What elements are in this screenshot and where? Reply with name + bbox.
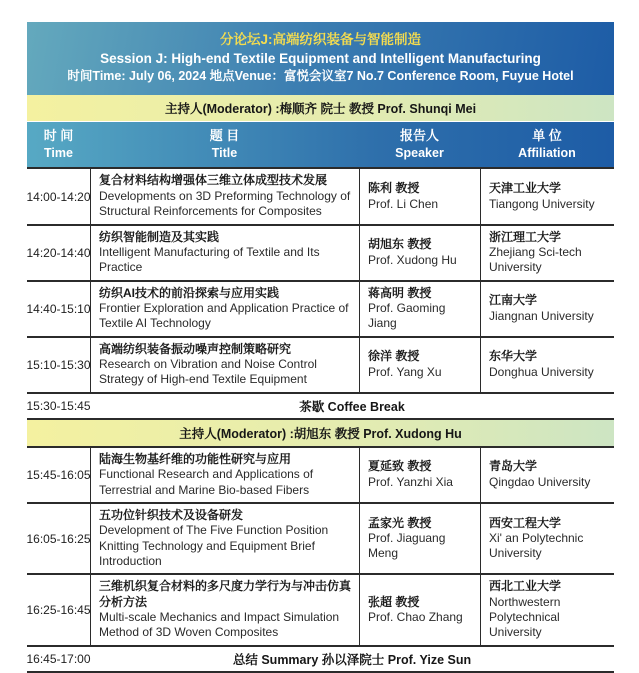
talk-time: 16:05-16:25 [26, 531, 91, 546]
talk-affiliation-zh: 西北工业大学 [489, 579, 562, 594]
session-title-en: Session J: High-end Textile Equipment and Intelligent Manufacturing [100, 51, 541, 67]
talk-time: 14:00-14:20 [26, 189, 91, 204]
summary-row [27, 645, 614, 673]
talk-title-en: Developments on 3D Preforming Technology of Structural Reinforcements for Composites [99, 188, 351, 219]
talk-time: 15:10-15:30 [26, 357, 91, 372]
talk-speaker-zh: 蒋高明 教授 [368, 285, 432, 300]
coffee-break-row [27, 392, 614, 418]
column-header-speaker-zh: 报告人 [399, 128, 439, 144]
column-header-speaker [359, 122, 480, 167]
conference-program [27, 22, 614, 673]
span-time: 16:45-17:00 [26, 651, 91, 666]
talk-affiliation-en: Zhejiang Sci-tech University [489, 244, 582, 275]
session-datetime-venue: 时间Time: July 06, 2024 地点Venue：富悦会议室7 No.7 Conference Room, Fuyue Hotel [67, 69, 574, 84]
session-title-zh: 分论坛J:高端纺织装备与智能制造 [219, 32, 421, 47]
column-header-time [27, 122, 90, 167]
talk-affiliation [480, 504, 614, 573]
table-row [27, 573, 614, 644]
talk-time: 15:45-16:05 [26, 467, 91, 482]
table-row [27, 336, 614, 392]
table-row [27, 224, 614, 280]
span-text: 茶歇 Coffee Break [299, 399, 405, 414]
talk-title-en: Intelligent Manufacturing of Textile and Its Practice [99, 244, 320, 275]
talk-title-en: Frontier Exploration and Application Practice of Textile AI Technology [99, 301, 349, 331]
talk-speaker-en: Prof. Li Chen [368, 196, 439, 211]
talk-title-en: Development of The Five Function Position Knitting Technology and Equipment Brief Introduction [99, 523, 329, 568]
talk-title-zh: 陆海生物基纤维的功能性研究与应用 [99, 451, 292, 466]
table-row [27, 502, 614, 573]
talk-title-en: Research on Vibration and Noise Control Strategy of High-end Textile Equipment [99, 357, 317, 387]
talk-affiliation-zh: 东华大学 [489, 349, 538, 364]
talk-time: 14:40-15:10 [26, 301, 91, 316]
span-text: 总结 Summary 孙以泽院士 Prof. Yize Sun [232, 652, 472, 667]
talk-title [90, 169, 359, 223]
table-row [27, 280, 614, 336]
column-header-affiliation-zh: 单 位 [532, 128, 562, 144]
talk-affiliation [480, 169, 614, 223]
talk-speaker-zh: 孟家光 教授 [368, 515, 432, 530]
talk-affiliation-en: Northwestern Polytechnical University [489, 594, 561, 640]
talk-speaker [359, 448, 480, 502]
talk-affiliation [480, 575, 614, 644]
talk-speaker-en: Prof. Chao Zhang [368, 610, 463, 625]
talk-affiliation-en: Jiangnan University [489, 308, 594, 323]
span-time: 15:30-15:45 [26, 398, 91, 413]
column-header-time-en: Time [44, 145, 73, 160]
talk-title [90, 338, 359, 392]
talk-time: 16:25-16:45 [26, 603, 91, 618]
talk-affiliation [480, 282, 614, 336]
talk-affiliation [480, 338, 614, 392]
talk-title-en: Multi-scale Mechanics and Impact Simulation Method of 3D Woven Composites [99, 610, 340, 640]
column-header-time-zh: 时 间 [43, 128, 74, 144]
talk-title-zh: 纺织智能制造及其实践 [99, 229, 220, 244]
column-header-affiliation [480, 122, 614, 167]
talk-affiliation-en: Tiangong University [489, 196, 595, 211]
talk-title-zh: 五功位针织技术及设备研发 [99, 507, 244, 522]
moderator-band-second: 主持人(Moderator) :胡旭东 教授 Prof. Xudong Hu [27, 418, 614, 446]
column-header-speaker-en: Speaker [395, 145, 444, 160]
talk-title [90, 226, 359, 280]
talk-title-en: Functional Research and Applications of Terrestrial and Marine Bio-based Fibers [99, 467, 314, 497]
talk-speaker [359, 575, 480, 644]
talk-title-zh: 纺织AI技术的前沿探索与应用实践 [99, 285, 280, 300]
session-header [27, 22, 614, 95]
talk-affiliation-en: Donghua University [489, 364, 594, 379]
talk-affiliation-zh: 青岛大学 [489, 459, 538, 474]
table-row [27, 167, 614, 223]
talk-title-zh: 复合材料结构增强体三维立体成型技术发展 [99, 173, 328, 188]
talk-affiliation-en: Qingdao University [489, 474, 591, 489]
talk-affiliation-en: Xi' an Polytechnic University [489, 530, 584, 561]
talk-affiliation-zh: 浙江理工大学 [489, 229, 562, 244]
talk-title-zh: 高端纺织装备振动噪声控制策略研究 [99, 341, 292, 356]
talk-title [90, 575, 359, 644]
talk-speaker-zh: 张超 教授 [368, 594, 420, 609]
talk-affiliation-zh: 天津工业大学 [489, 181, 562, 196]
talk-speaker-zh: 陈利 教授 [368, 181, 420, 196]
talk-title-zh: 三维机织复合材料的多尺度力学行为与冲击仿真分析方法 [99, 579, 352, 609]
talk-speaker [359, 282, 480, 336]
talk-title [90, 504, 359, 573]
talk-affiliation-zh: 西安工程大学 [489, 515, 562, 530]
column-header-affiliation-en: Affiliation [518, 145, 576, 160]
talk-speaker-en: Prof. Yanzhi Xia [368, 474, 453, 489]
talk-speaker-zh: 徐洋 教授 [368, 349, 420, 364]
moderator-band-first: 主持人(Moderator) :梅顺齐 院士 教授 Prof. Shunqi Mei [27, 95, 614, 121]
talk-speaker-en: Prof. Gaoming Jiang [368, 301, 446, 331]
talk-speaker-en: Prof. Yang Xu [368, 364, 442, 379]
schedule-table-body [27, 167, 614, 672]
talk-speaker [359, 504, 480, 573]
talk-time: 14:20-14:40 [26, 245, 91, 260]
talk-affiliation [480, 448, 614, 502]
talk-affiliation-zh: 江南大学 [489, 293, 538, 308]
talk-affiliation [480, 226, 614, 280]
table-row [27, 446, 614, 502]
talk-speaker-en: Prof. Xudong Hu [368, 252, 457, 267]
talk-speaker [359, 169, 480, 223]
talk-speaker [359, 338, 480, 392]
talk-speaker-zh: 胡旭东 教授 [368, 237, 432, 252]
talk-speaker [359, 226, 480, 280]
column-header-title [90, 122, 359, 167]
talk-title [90, 448, 359, 502]
table-header-row [27, 122, 614, 167]
talk-title [90, 282, 359, 336]
column-header-title-en: Title [211, 145, 238, 160]
talk-speaker-zh: 夏延致 教授 [368, 459, 432, 474]
talk-speaker-en: Prof. Jiaguang Meng [368, 530, 446, 561]
column-header-title-zh: 题 目 [209, 128, 240, 144]
